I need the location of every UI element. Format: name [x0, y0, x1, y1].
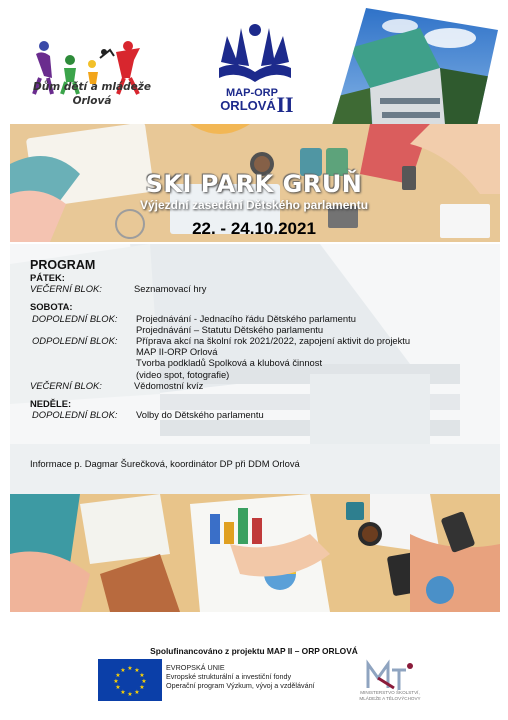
- program-row: [30, 313, 490, 335]
- svg-text:★: ★: [127, 691, 133, 698]
- eu-text: [166, 663, 315, 690]
- block-text: Volby do Dětského parlamentu: [136, 409, 264, 421]
- day-heading: PÁTEK:: [30, 272, 65, 283]
- eu-flag-icon: [98, 659, 162, 701]
- eu-line1: EVROPSKÁ UNIE: [166, 663, 225, 672]
- ddm-name: [22, 80, 162, 108]
- block-label: ODPOLEDNÍ BLOK:: [32, 335, 118, 347]
- msmt-line2: MLÁDEŽE A TĚLOVÝCHOVY: [359, 695, 421, 701]
- ddm-name-line1: Dům dětí a mládeže: [33, 81, 151, 93]
- msmt-line1: MINISTERSTVO ŠKOLSTVÍ,: [360, 690, 420, 695]
- svg-text:★: ★: [141, 678, 147, 685]
- map-logo-numeral: II: [276, 92, 294, 114]
- banner-date: 22. - 24.10.2021: [192, 219, 316, 238]
- program-heading: PROGRAM: [30, 258, 96, 272]
- program-row: [30, 380, 490, 391]
- svg-text:★: ★: [115, 684, 121, 691]
- eu-line3: Operační program Výzkum, vývoj a vzdělávání: [166, 681, 315, 690]
- block-text: Projednávání – Statutu Dětského parlamentu: [136, 323, 324, 335]
- day-heading: SOBOTA:: [30, 301, 73, 313]
- msmt-logo-icon: [362, 658, 422, 694]
- eu-line2: Evropské strukturální a investiční fondy: [166, 672, 292, 681]
- program-row: [30, 409, 490, 420]
- map-logo-line2: ORLOVÁ: [220, 98, 276, 113]
- program-row: [30, 335, 490, 380]
- block-text: MAP II-ORP Orlová: [136, 346, 218, 358]
- block-label: VEČERNÍ BLOK:: [30, 283, 102, 295]
- program-row: [30, 283, 490, 294]
- svg-text:★: ★: [120, 667, 126, 674]
- svg-text:★: ★: [139, 684, 145, 691]
- svg-text:★: ★: [134, 689, 140, 696]
- block-label: DOPOLEDNÍ BLOK:: [32, 312, 118, 324]
- program: [30, 258, 490, 420]
- ddm-name-line2: Orlová: [72, 95, 112, 107]
- block-text: Tvorba podkladů Spolková a klubová činnost: [136, 357, 323, 369]
- block-label: DOPOLEDNÍ BLOK:: [32, 409, 118, 421]
- block-text: Vědomostní kvíz: [134, 379, 204, 391]
- svg-text:★: ★: [115, 672, 121, 679]
- svg-text:★: ★: [120, 689, 126, 696]
- map-logo-line1: MAP-ORP: [226, 87, 278, 99]
- block-text: Seznamovací hry: [134, 283, 207, 295]
- block-text: Projednávání - Jednacího řádu Dětského parlamentu: [136, 312, 356, 324]
- bottom-illustration: [10, 494, 500, 612]
- contact-info: Informace p. Dagmar Šurečková, koordinátor DP při DDM Orlová: [30, 458, 300, 469]
- msmt-text: [340, 690, 440, 701]
- map-book-logo-icon: [205, 18, 305, 114]
- svg-text:★: ★: [113, 678, 119, 685]
- banner-title: SKI PARK GRUŇ: [145, 170, 363, 198]
- day-heading: NEDĚLE:: [30, 398, 72, 410]
- block-text: Příprava akcí na školní rok 2021/2022, zapojení aktivit do projektu: [136, 335, 411, 347]
- cofunded-notice: Spolufinancováno z projektu MAP II – ORP ORLOVÁ: [150, 646, 358, 656]
- banner-subtitle: Výjezdní zasedání Dětského parlamentu: [139, 198, 369, 212]
- block-text: (video spot, fotografie): [136, 368, 230, 380]
- block-label: VEČERNÍ BLOK:: [30, 379, 102, 391]
- svg-text:★: ★: [127, 665, 133, 672]
- svg-text:★: ★: [134, 667, 140, 674]
- svg-text:★: ★: [139, 672, 145, 679]
